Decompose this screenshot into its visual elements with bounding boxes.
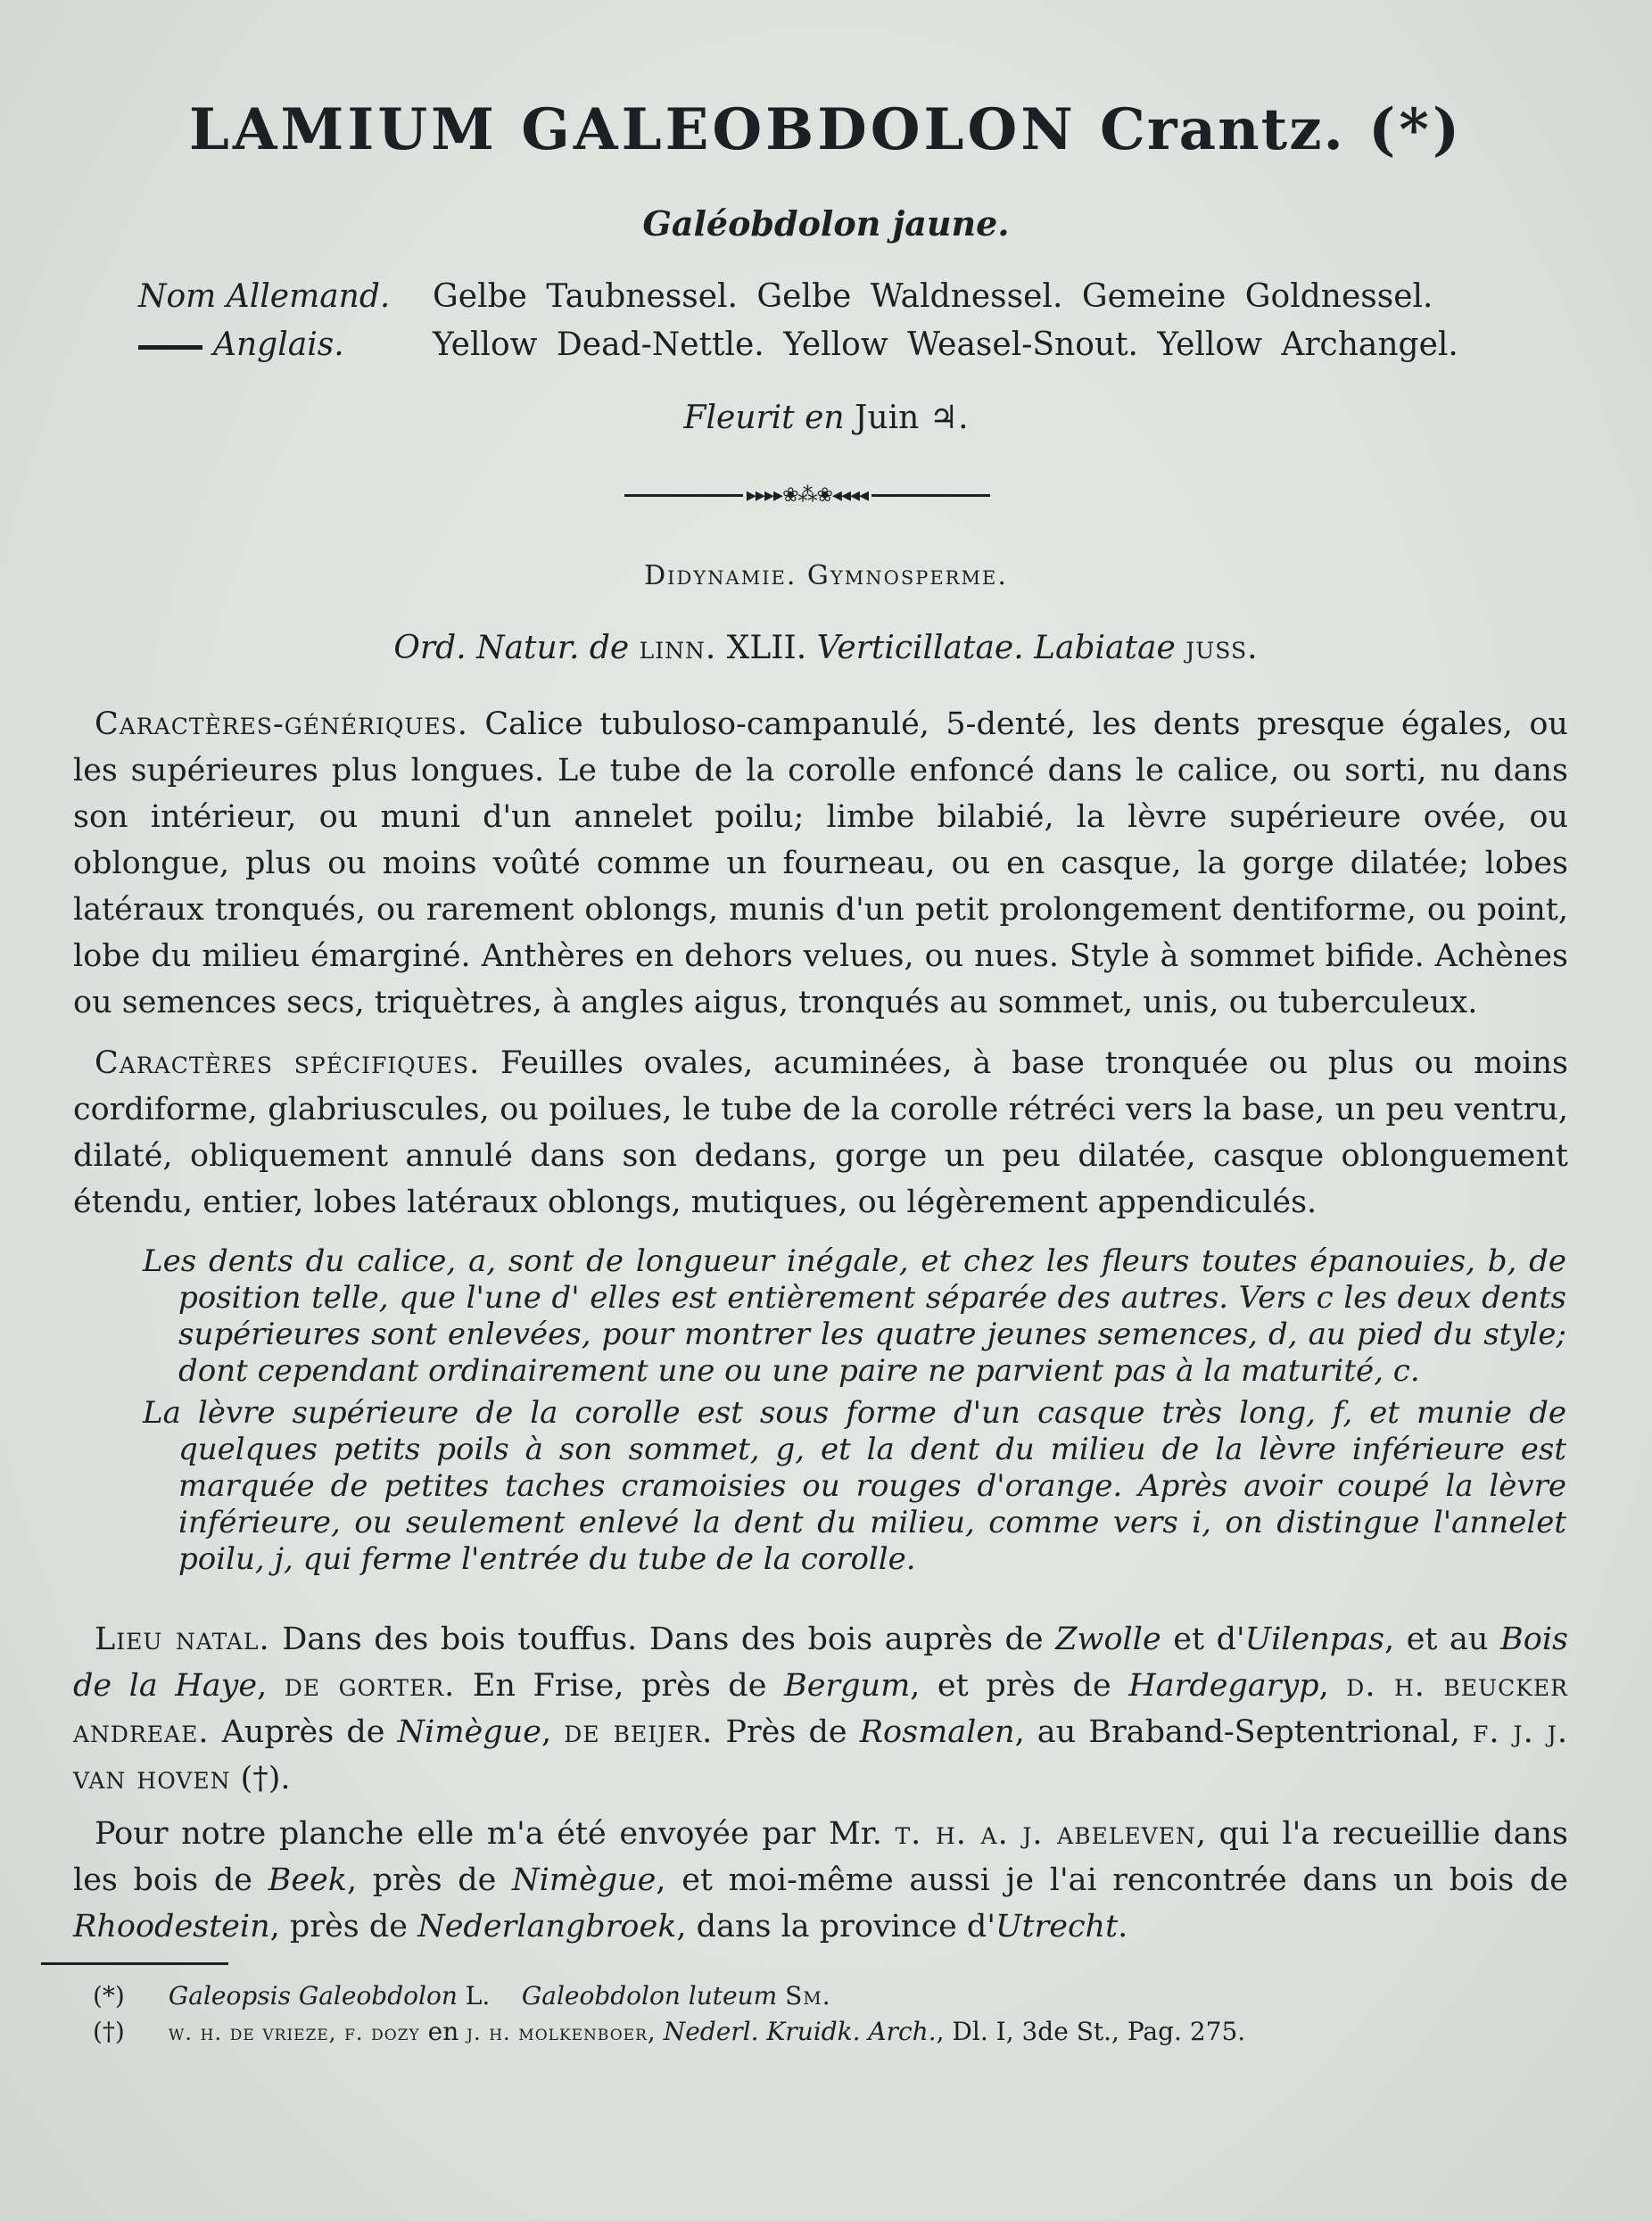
habitat-paragraph [73, 1616, 1568, 1802]
habitat-text: Auprès de [221, 1714, 385, 1750]
habitat-text: , [541, 1714, 552, 1750]
linnaean-class: Didynamie. Gymnosperme. [644, 560, 1008, 591]
place-rosmalen: Rosmalen [859, 1714, 1015, 1750]
order-linn: linn. [639, 630, 717, 666]
flowering-label: Fleurit en [683, 400, 845, 436]
place-hardegaryp: Hardegaryp [1128, 1668, 1319, 1704]
habitat-text: Près de [725, 1714, 847, 1750]
perennial-symbol: ♃. [929, 400, 969, 436]
source-text: , dans la province d' [676, 1909, 995, 1944]
source-text: , et moi-même aussi je l'ai rencontrée dans un bois de [656, 1862, 1568, 1898]
page-title [0, 96, 1652, 163]
source-text: Pour notre planche elle m'a été envoyée par Mr. [95, 1816, 882, 1852]
synonym-galeopsis: Galeopsis Galeobdolon [168, 1981, 458, 2010]
generic-lead: Caractères-génériques. [95, 706, 468, 742]
footnote-1 [93, 1978, 1245, 2014]
collector-gorter: de gorter. [284, 1668, 456, 1704]
reference-volume: , Dl. I, 3de St., Pag. 275. [936, 2017, 1246, 2046]
german-name-row [138, 278, 1458, 326]
ditto-dash [138, 345, 202, 350]
place-nimegue: Nimègue [512, 1862, 657, 1898]
footnote-mark: (†) [93, 2017, 125, 2046]
habitat-text: , et au [1384, 1622, 1489, 1657]
habitat-lead: Lieu natal. [95, 1622, 270, 1657]
generic-characters [73, 701, 1568, 1026]
figure-explanation [143, 1243, 1566, 1578]
divider-ornament: ▸▸▸▸❀⁂❀◂◂◂◂ [746, 483, 869, 507]
ornamental-divider [624, 482, 990, 508]
collector-hoven: f. j. j. van hoven [73, 1714, 1568, 1796]
synonym-author: Sm. [785, 1981, 831, 2010]
footnotes [93, 1978, 1245, 2051]
synonym-luteum: Galeobdolon luteum [521, 1981, 778, 2010]
order-number: XLII. [726, 630, 807, 666]
habitat-text: , [1318, 1668, 1329, 1704]
collector-abeleven: t. h. a. j. abeleven [895, 1816, 1196, 1852]
reference-text: en [427, 2017, 459, 2046]
source-text: , qui l'a recueillie dans les bois de [73, 1816, 1568, 1898]
source-text: . [1118, 1909, 1128, 1944]
specific-characters [73, 1040, 1568, 1226]
source-paragraph [73, 1811, 1568, 1950]
german-names: Gelbe Taubnessel. Gelbe Waldnessel. Gemeine Goldnessel. [433, 278, 1433, 315]
habitat-text: En Frise, près de [472, 1668, 767, 1704]
collector-beijer: de beijer. [564, 1714, 714, 1750]
source-text: , près de [269, 1909, 408, 1944]
place-bois-de-la-haye: Bois de la Haye [73, 1622, 1568, 1704]
english-name-row [138, 326, 1458, 375]
reference-journal: Nederl. Kruidk. Arch. [663, 2017, 937, 2046]
order-name: Verticillatae. [816, 630, 1024, 666]
place-nederlangbroek: Nederlangbroek [417, 1909, 677, 1944]
place-utrecht: Utrecht [995, 1909, 1119, 1944]
footnote-2 [93, 2014, 1245, 2051]
order-juss: juss. [1185, 630, 1259, 666]
divider-line-left [624, 494, 743, 497]
habitat-text: , [257, 1668, 268, 1704]
divider-line-right [871, 494, 990, 497]
footnote-rule [41, 1962, 228, 1965]
figure-note-1: Les dents du calice, a, sont de longueur inégale, et chez les fleurs toutes épanouies, b, de position telle, que l'une d' elles est entièrement séparée des autres. Vers c les deux dents supérieures sont enlevées, pour montrer les quatre jeunes semences, d, au pied du style; dont cependant ordinairement une ou une paire ne parvient pas à la maturité, c. [143, 1243, 1566, 1389]
french-name: Galéobdolon jaune. [642, 203, 1010, 244]
footnote-mark: (*) [93, 1981, 125, 2010]
order-family: Labiatae [1034, 630, 1176, 666]
habitat-note-mark: (†). [240, 1761, 291, 1796]
english-names: Yellow Dead-Nettle. Yellow Weasel-Snout. Yellow Archangel. [433, 326, 1458, 363]
specific-text: Feuilles ovales, acuminées, à base tronquée ou plus ou moins cordiforme, glabriuscules, ou poilues, le tube de la corolle rétréci vers la base, un peu ventru, dilaté, obliquement annulé dans son dedans, gorge un peu dilatée, casque oblonguement étendu, entier, lobes latéraux oblongs, mutiques, ou légèrement appendiculés. [73, 1045, 1569, 1220]
reference-text: , [647, 2017, 656, 2046]
flowering-line [0, 400, 1652, 436]
source-text: , près de [346, 1862, 497, 1898]
collector-beucker: d. h. beucker andreae. [73, 1668, 1568, 1750]
german-label: Nom Allemand. [138, 278, 391, 315]
natural-order [0, 630, 1652, 666]
figure-note-2: La lèvre supérieure de la corolle est sous forme d'un casque très long, f, et munie de quelques petits poils à son sommet, g, et la dent du milieu de la lèvre inférieure est marquée de petites taches cramoisies ou rouges d'orange. Après avoir coupé la lèvre inférieure, ou seulement enlevé la dent du milieu, comme vers i, on distingue l'annelet poilu, j, qui ferme l'entrée du tube de la corolle. [143, 1395, 1566, 1577]
habitat-text: Dans des bois touffus. Dans des bois auprès de [282, 1622, 1044, 1657]
flowering-month: Juin [855, 400, 920, 436]
specific-lead: Caractères spécifiques. [95, 1045, 481, 1081]
synonym-author: L. [465, 1981, 491, 2010]
place-nimegue: Nimègue [397, 1714, 541, 1750]
title-note-mark: (*) [1368, 96, 1464, 163]
place-zwolle: Zwolle [1055, 1622, 1161, 1657]
place-rhoodestein: Rhoodestein [73, 1909, 270, 1944]
common-names [138, 278, 1458, 375]
reference-authors: w. h. de vrieze, f. dozy [168, 2020, 420, 2045]
place-beek: Beek [268, 1862, 347, 1898]
reference-authors: j. h. molkenboer [467, 2020, 648, 2045]
generic-text: Calice tubuloso-campanulé, 5-denté, les dents presque égales, ou les supérieures plus longues. Le tube de la corolle enfoncé dans le calice, ou sorti, nu dans son intérieur, ou muni d'un annelet poilu; limbe bilabié, la lèvre supérieure ovée, ou oblongue, plus ou moins voûté comme un fourneau, ou en casque, la gorge dilatée; lobes latéraux tronqués, ou rarement oblongs, munis d'un petit prolongement dentiforme, ou point, lobe du milieu émarginé. Anthères en dehors velues, ou nues. Style à sommet bifide. Achènes ou semences secs, triquètres, à angles aigus, tronqués au sommet, unis, ou tuberculeux. [73, 706, 1568, 1020]
species-name: LAMIUM GALEOBDOLON [188, 96, 1077, 163]
order-prefix: Ord. Natur. de [393, 630, 630, 666]
english-label: Anglais. [213, 326, 344, 363]
habitat-text: et d' [1173, 1622, 1245, 1657]
habitat-text: , et près de [910, 1668, 1111, 1704]
place-uilenpas: Uilenpas [1244, 1622, 1384, 1657]
place-bergum: Bergum [783, 1668, 911, 1704]
habitat-text: , au Braband-Septentrional, [1014, 1714, 1460, 1750]
species-author: Crantz. [1099, 96, 1345, 163]
